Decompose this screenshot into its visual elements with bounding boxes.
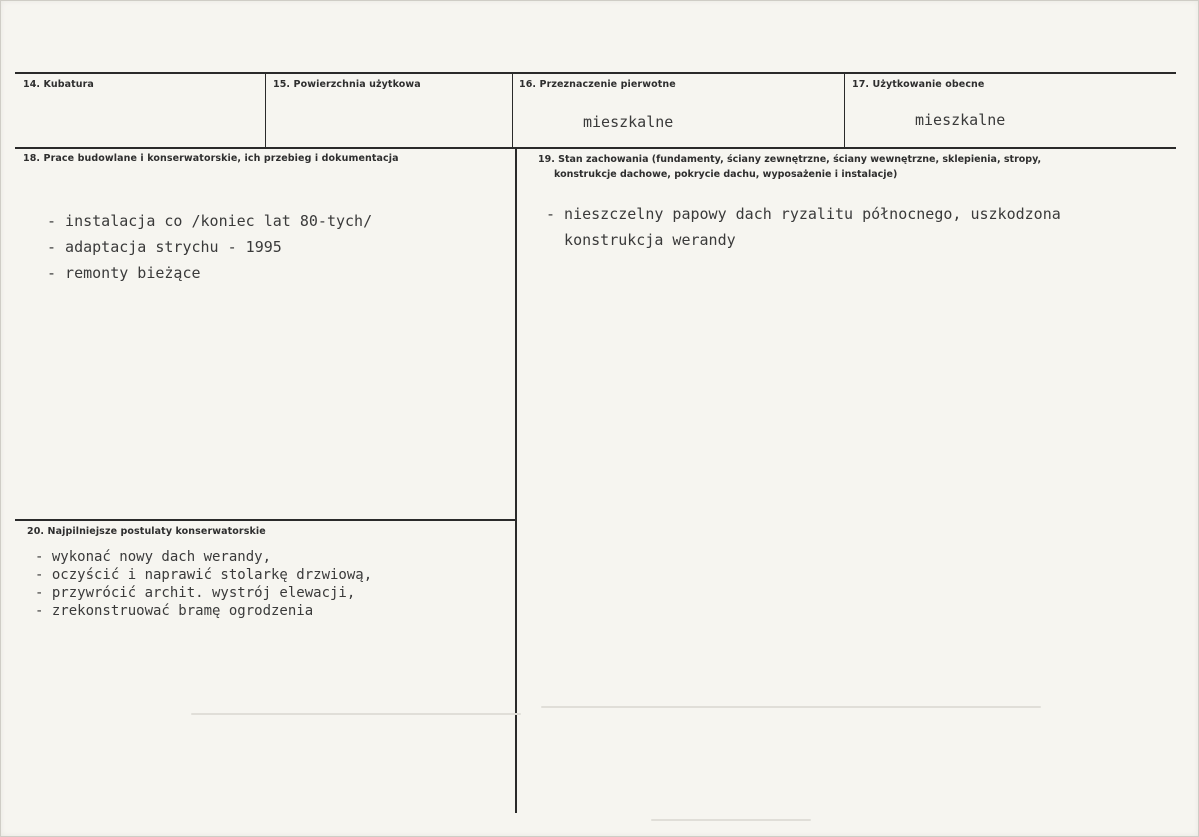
field-17-label: 17. Użytkowanie obecne — [852, 79, 985, 90]
field-19-line: - nieszczelny papowy dach ryzalitu północnego, uszkodzona — [546, 205, 1061, 223]
field-15-label: 15. Powierzchnia użytkowa — [273, 79, 421, 90]
middle-rule — [15, 147, 1176, 149]
field-14-label: 14. Kubatura — [23, 79, 94, 90]
top-rule — [15, 72, 1176, 74]
divider-15-16 — [512, 74, 513, 147]
field-20-item: - zrekonstruować bramę ogrodzenia — [35, 603, 314, 619]
field-20-item: - wykonać nowy dach werandy, — [35, 549, 272, 565]
field-18-item: - instalacja co /koniec lat 80-tych/ — [47, 212, 373, 230]
field-17-value: mieszkalne — [915, 111, 1006, 129]
show-through-smudge — [541, 706, 1041, 708]
field-20-item: - przywrócić archit. wystrój elewacji, — [35, 585, 356, 601]
field-18-item: - adaptacja strychu - 1995 — [47, 238, 282, 256]
field-20-item: - oczyścić i naprawić stolarkę drzwiową, — [35, 567, 373, 583]
divider-16-17 — [844, 74, 845, 147]
left-bottom-rule — [15, 519, 516, 521]
field-16-label: 16. Przeznaczenie pierwotne — [519, 79, 676, 90]
field-18-item: - remonty bieżące — [47, 264, 201, 282]
show-through-smudge — [651, 819, 811, 821]
field-16-value: mieszkalne — [583, 113, 674, 131]
field-19-line: konstrukcja werandy — [546, 231, 736, 249]
field-19-label: 19. Stan zachowania (fundamenty, ściany zewnętrzne, ściany wewnętrzne, sklepienia, stropy, konstrukcje dachowe, pokrycie dachu, wyposażenie i instalacje) — [538, 154, 1042, 180]
show-through-smudge — [191, 713, 521, 715]
field-18-label: 18. Prace budowlane i konserwatorskie, ich przebieg i dokumentacja — [23, 153, 399, 164]
field-20-label: 20. Najpilniejsze postulaty konserwatorskie — [27, 526, 266, 537]
divider-14-15 — [265, 74, 266, 147]
